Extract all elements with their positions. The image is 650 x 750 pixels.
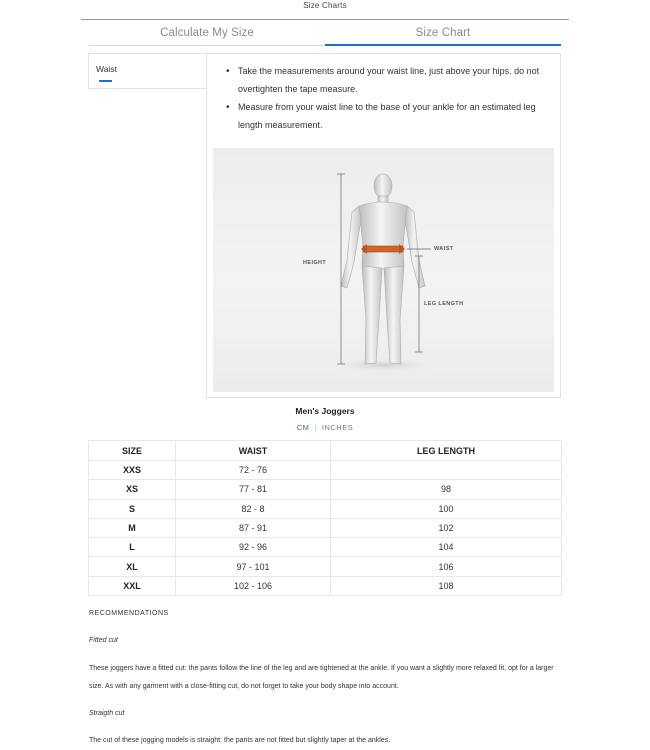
tab-size-chart[interactable]: Size Chart: [325, 27, 561, 46]
leg-length-cell: 102: [331, 518, 562, 537]
table-row: [89, 538, 562, 557]
waist-cell: 97 - 101: [176, 557, 331, 576]
page-title: Size Charts: [303, 1, 347, 10]
sidebar-item-waist[interactable]: Waist: [96, 64, 117, 74]
leg-length-cell: 108: [331, 576, 562, 595]
column-header-waist: WAIST: [176, 441, 331, 461]
measurement-sidebar: [88, 53, 207, 89]
size-chart-table: [88, 440, 562, 596]
sidebar-active-indicator: [99, 80, 112, 82]
leg-length-cell: 106: [331, 557, 562, 576]
table-row: [89, 557, 562, 576]
column-header-size: SIZE: [89, 441, 176, 461]
column-header-leg-length: LEG LENGTH: [331, 441, 562, 461]
size-cell: XXS: [89, 461, 176, 480]
instruction-waist: • Take the measurements around your waist line, just above your hips. do not overtighten the tape measure.: [221, 63, 551, 98]
leg-length-cell: 100: [331, 499, 562, 518]
straight-cut-title: Straigth cut: [89, 710, 125, 717]
unit-toggle: [0, 423, 650, 432]
table-row: [89, 499, 562, 518]
recommendations-heading: RECOMMENDATIONS: [89, 610, 169, 617]
size-cell: M: [89, 518, 176, 537]
table-row: [89, 461, 562, 480]
waist-cell: 77 - 81: [176, 480, 331, 499]
tab-calculate-my-size[interactable]: Calculate My Size: [89, 27, 325, 46]
fitted-cut-description: These joggers have a fitted cut: the pants follow the line of the leg and are tightened at the ankle. If you want a slightly more relaxed fit, opt for a larger size. As with any garment with a close-fitting cut, do not forget to take your body shape into account.: [89, 665, 554, 690]
unit-cm-button[interactable]: CM: [296, 423, 310, 432]
table-header-row: [89, 441, 562, 461]
waist-cell: 92 - 96: [176, 538, 331, 557]
unit-separator: |: [314, 423, 317, 432]
instruction-list: [221, 63, 551, 135]
straight-cut-description: The cut of these jogging models is straight: the pants are not fitted but slightly taper at the ankles.: [89, 737, 391, 744]
mannequin-illustration: [213, 148, 554, 392]
table-row: [89, 576, 562, 595]
unit-inches-button[interactable]: INCHES: [321, 423, 354, 432]
instruction-leg-length: • Measure from your waist line to the base of your ankle for an estimated leg length measurement.: [221, 99, 551, 134]
size-table-title: Men's Joggers: [295, 406, 355, 416]
header-divider: [81, 19, 569, 20]
table-row: [89, 518, 562, 537]
measurement-guide-panel: [206, 53, 561, 398]
size-cell: XL: [89, 557, 176, 576]
size-cell: L: [89, 538, 176, 557]
leg-length-cell: 104: [331, 538, 562, 557]
table-row: [89, 480, 562, 499]
waist-label: WAIST: [434, 246, 454, 252]
leg-length-cell: 98: [331, 480, 562, 499]
tab-bar: [89, 27, 561, 46]
fitted-cut-title: Fitted cut: [89, 637, 118, 644]
waist-cell: 87 - 91: [176, 518, 331, 537]
height-label: HEIGHT: [303, 260, 327, 266]
waist-cell: 82 - 8: [176, 499, 331, 518]
waist-cell: 102 - 106: [176, 576, 331, 595]
measurement-figure: [213, 148, 554, 392]
size-cell: S: [89, 499, 176, 518]
leg-length-label: LEG LENGTH: [424, 301, 464, 307]
waist-cell: 72 - 76: [176, 461, 331, 480]
size-cell: XXL: [89, 576, 176, 595]
size-cell: XS: [89, 480, 176, 499]
leg-length-cell: [331, 461, 562, 480]
